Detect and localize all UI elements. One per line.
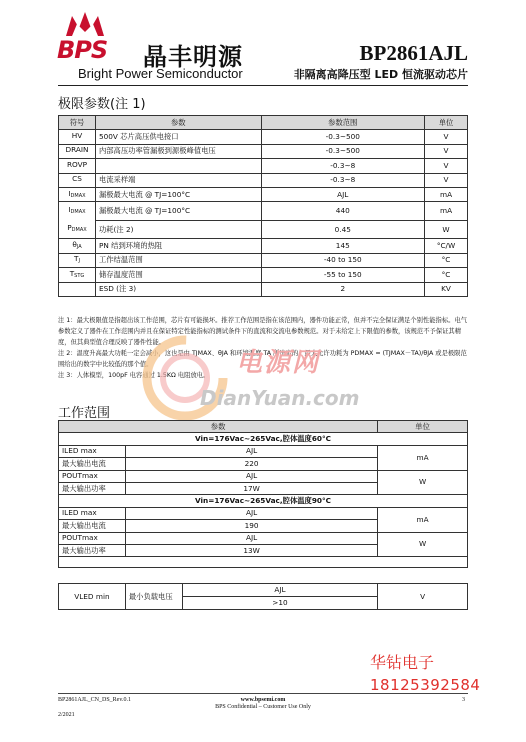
table-header-row <box>59 116 468 130</box>
value-cell: 220 <box>125 458 377 470</box>
column-header: 参数范围 <box>261 116 425 130</box>
unit-cell: °C <box>425 268 468 282</box>
symbol-cell <box>59 282 96 296</box>
range-cell: -0.3~8 <box>261 159 425 173</box>
table-row <box>59 202 468 221</box>
vled-table <box>58 583 468 610</box>
range-cell: -0.3~500 <box>261 130 425 144</box>
stamp-name: 华钻电子 <box>370 653 435 672</box>
part-number: BP2861AJL <box>359 41 468 65</box>
band-row <box>59 433 468 445</box>
param-cell: ESD (注 3) <box>95 282 261 296</box>
unit-cell: KV <box>425 282 468 296</box>
symbol-cell: HV <box>59 130 96 144</box>
column-header: 单位 <box>378 421 468 433</box>
footer-divider <box>58 693 468 694</box>
table-row <box>59 507 468 519</box>
unit-cell: mA <box>378 507 468 532</box>
unit-cell: V <box>425 144 468 158</box>
unit-cell: W <box>378 470 468 495</box>
table-row <box>59 130 468 144</box>
table-row <box>59 239 468 253</box>
range-cell: 440 <box>261 202 425 221</box>
value-cell: 13W <box>125 544 377 556</box>
logo-crown-icon <box>64 10 106 38</box>
footer-page-number: 3 <box>462 697 465 703</box>
value-cell: AJL <box>125 507 377 519</box>
footer-confidential: BPS Confidential – Customer Use Only <box>215 704 311 710</box>
table-header-row <box>59 421 468 433</box>
condition-band: Vin=176Vac~265Vac,腔体温度90°C <box>59 495 468 507</box>
table-row <box>59 220 468 239</box>
footer-date: 2/2021 <box>58 712 75 718</box>
table-row <box>59 532 468 544</box>
table-row <box>59 584 468 597</box>
footer-website: www.bpsemi.com <box>240 697 286 703</box>
unit-cell: V <box>378 584 468 610</box>
param-cell: PN 结到环境的热阻 <box>95 239 261 253</box>
unit-cell: W <box>425 220 468 239</box>
param-cell <box>95 159 261 173</box>
stamp-phone: 18125392584 <box>370 676 481 694</box>
note-1: 注 1：最大极限值是指超出该工作范围，芯片有可能损坏。推荐工作范围是指在该范围内，器件功能正常，但并不完全保证满足个别性能指标。电气参数定义了器件在工作范围内并且在保证特定性能指标的测试条件下的直流和交流电参数规范。对于未给定上下限值的参数，该规范不予保证其精度，但其典型值合理反映了器件性能。 <box>58 317 468 346</box>
param-cell: 内部高压功率管漏极到源极峰值电压 <box>95 144 261 158</box>
symbol-cell: $T_{STG}$ <box>59 268 96 282</box>
column-header: 参数 <box>95 116 261 130</box>
param-cell: 漏极最大电流 @ TJ=100°C <box>95 202 261 221</box>
param-cell: 储存温度范围 <box>95 268 261 282</box>
value-cell: 17W <box>125 482 377 494</box>
abs-max-title: 极限参数(注 1) <box>58 97 146 112</box>
band-row <box>59 495 468 507</box>
unit-cell: V <box>425 173 468 187</box>
range-cell: 2 <box>261 282 425 296</box>
column-header: 参数 <box>59 421 378 433</box>
range-cell: -55 to 150 <box>261 268 425 282</box>
table-row <box>59 144 468 158</box>
note-2: 注 2：温度升高最大功耗一定会减小，这也是由 TJMAX、θJA 和环境温度 TA 所决定的。最大允许功耗为 PDMAX = (TJMAX－TA)/θJA 或是极限范围给出的数字中比较低的那个值。 <box>58 350 467 368</box>
column-header: 单位 <box>425 116 468 130</box>
symbol-cell: $\theta_{JA}$ <box>59 239 96 253</box>
unit-cell: mA <box>425 187 468 201</box>
company-name-cn: 晶丰明源 <box>143 43 243 71</box>
value-cell: AJL <box>182 584 377 597</box>
company-name-en: Bright Power Semiconductor <box>78 66 243 81</box>
unit-cell: °C/W <box>425 239 468 253</box>
range-cell: 0.45 <box>261 220 425 239</box>
table-row <box>59 470 468 482</box>
table-row <box>59 445 468 457</box>
symbol-cell: CS <box>59 173 96 187</box>
param-cell: 工作结温范围 <box>95 253 261 267</box>
watermark-en: DianYuan.com <box>200 386 360 410</box>
value-cell: AJL <box>125 470 377 482</box>
part-description: 非隔离高降压型 LED 恒流驱动芯片 <box>293 68 468 81</box>
table-row <box>59 173 468 187</box>
symbol-cell: $I_{DMAX}$ <box>59 187 96 201</box>
logo-bps-text: BPS <box>57 36 108 64</box>
label-cell: 最大输出功率 <box>59 544 126 556</box>
label-cell: 最大输出功率 <box>59 482 126 494</box>
param-cell: 电流采样端 <box>95 173 261 187</box>
condition-band: Vin=176Vac~265Vac,腔体温度60°C <box>59 433 468 445</box>
unit-cell: V <box>425 130 468 144</box>
unit-cell: °C <box>425 253 468 267</box>
range-cell: -40 to 150 <box>261 253 425 267</box>
column-header: 符号 <box>59 116 96 130</box>
table-row <box>59 187 468 201</box>
symbol-cell: POUTmax <box>59 470 126 482</box>
symbol-cell: $T_J$ <box>59 253 96 267</box>
header-divider <box>58 85 468 86</box>
abs-max-table <box>58 115 468 297</box>
param-cell: 功耗(注 2) <box>95 220 261 239</box>
symbol-cell: VLED min <box>59 584 126 610</box>
value-cell: AJL <box>125 532 377 544</box>
param-cell: 500V 芯片高压供电接口 <box>95 130 261 144</box>
table-row <box>59 159 468 173</box>
unit-cell: V <box>425 159 468 173</box>
table-row <box>59 253 468 267</box>
range-cell: 145 <box>261 239 425 253</box>
symbol-cell: POUTmax <box>59 532 126 544</box>
symbol-cell: DRAIN <box>59 144 96 158</box>
param-cell: 漏极最大电流 @ TJ=100°C <box>95 187 261 201</box>
table-row <box>59 268 468 282</box>
watermark-cn: 电源网 <box>236 348 321 378</box>
operating-table <box>58 420 468 568</box>
value-cell: AJL <box>125 445 377 457</box>
table-row <box>59 282 468 296</box>
range-cell: AJL <box>261 187 425 201</box>
label-cell: 最小负载电压 <box>125 584 182 610</box>
unit-cell: mA <box>378 445 468 470</box>
unit-cell: mA <box>425 202 468 221</box>
note-3: 注 3：人体模型，100pF 电容通过 1.5KΩ 电阻放电。 <box>58 372 210 379</box>
spacer-row <box>59 557 468 568</box>
range-cell: -0.3~8 <box>261 173 425 187</box>
operating-title: 工作范围 <box>58 406 111 421</box>
footer-doc-id: BP2861AJL_CN_DS_Rev.0.1 <box>58 697 131 703</box>
label-cell: 最大输出电流 <box>59 520 126 532</box>
table-row <box>59 557 468 568</box>
symbol-cell: ILED max <box>59 507 126 519</box>
label-cell: 最大输出电流 <box>59 458 126 470</box>
range-cell: -0.3~500 <box>261 144 425 158</box>
unit-cell: W <box>378 532 468 557</box>
value-cell: >10 <box>182 597 377 610</box>
symbol-cell: $I_{DMAX}$ $P_{DMAX}$ <box>59 202 96 239</box>
symbol-cell: ILED max <box>59 445 126 457</box>
symbol-cell: ROVP <box>59 159 96 173</box>
value-cell: 190 <box>125 520 377 532</box>
